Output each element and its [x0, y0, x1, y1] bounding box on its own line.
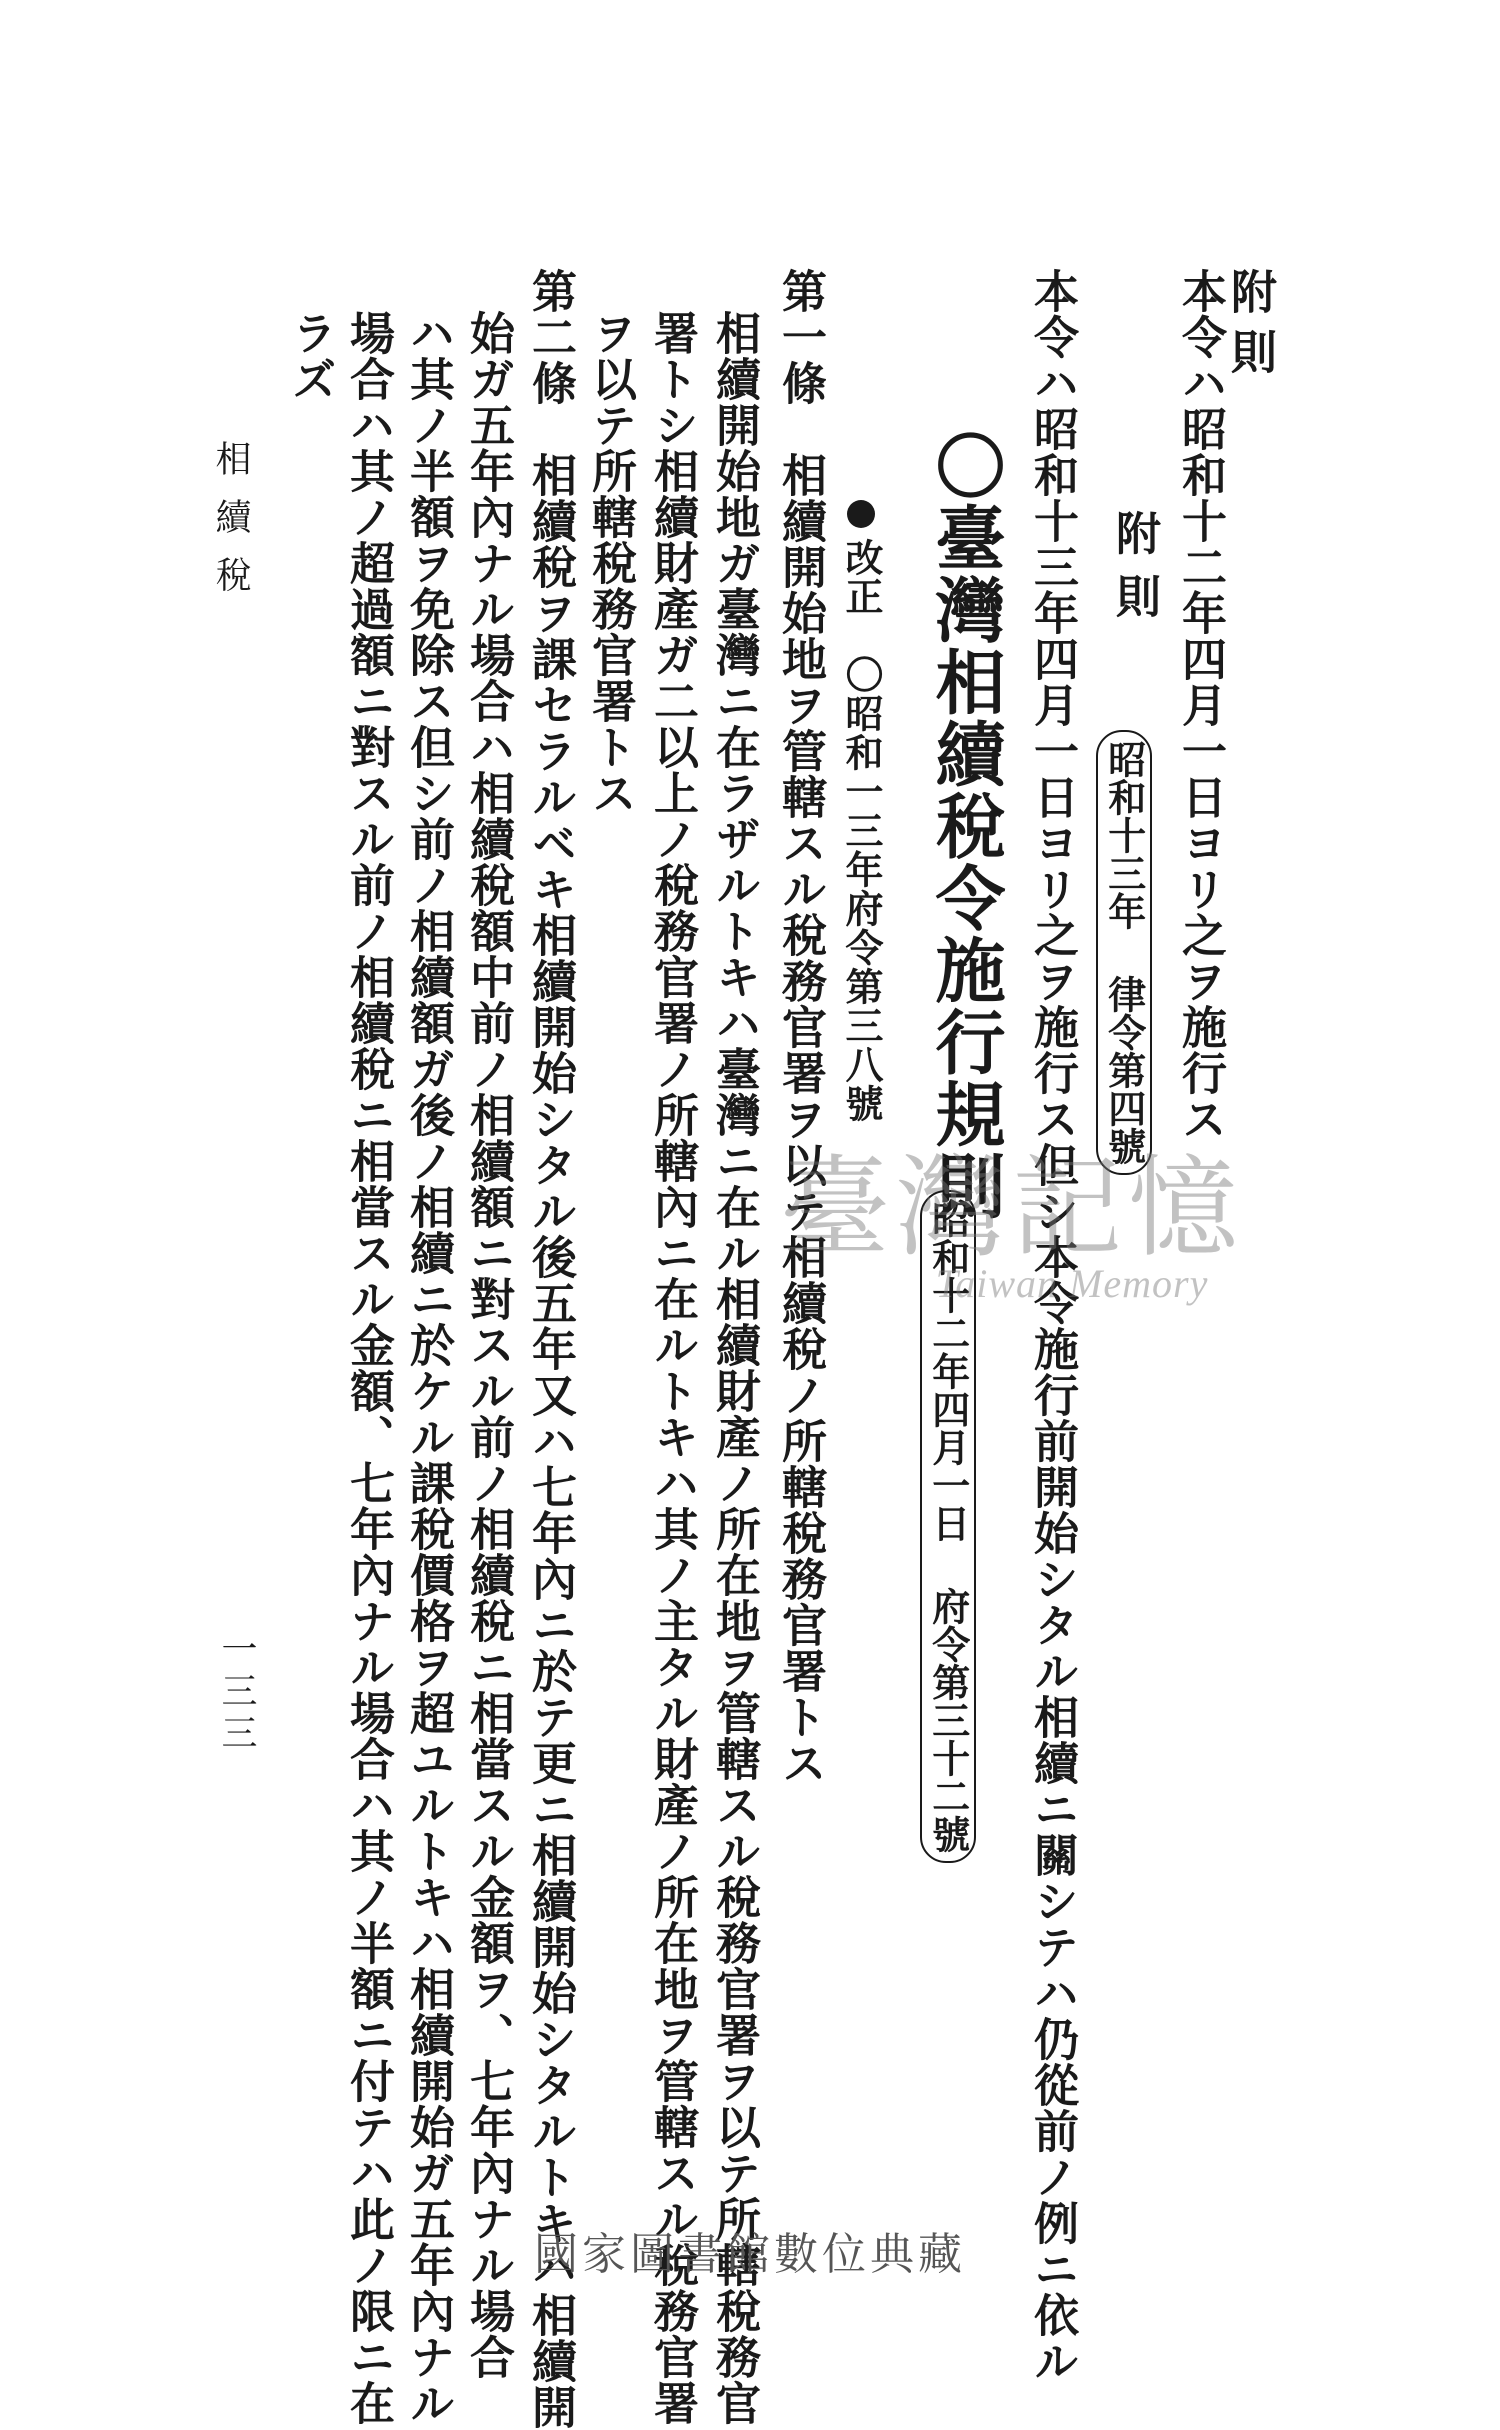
appendix2-note — [1096, 730, 1152, 1175]
appendix2-text: 本令ハ昭和十三年四月一日ヨリ之ヲ施行ス但シ本令施行前開始シタル相續ニ關シテハ仍從前ノ例ニ依ル — [1026, 268, 1079, 2384]
amendment-line — [839, 500, 884, 1123]
appendix2-heading: 附則 — [1108, 510, 1161, 636]
article2-line-1: 第二條 相續稅ヲ課セラルベキ相續開始シタル後五年又ハ七年內ニ於テ更ニ相續開始シタルトキハ相續開 — [524, 268, 577, 2430]
article1-line-2: 相續開始地ガ臺灣ニ在ラザルトキハ臺灣ニ在ル相續財產ノ所在地ヲ管轄スル稅務官署ヲ以テ所轄稅務官 — [708, 310, 761, 2426]
regulation-note-line2: 府令第三十二號 — [925, 1587, 971, 1853]
article1-line-1: 第一條 相續開始地ヲ管轄スル稅務官署ヲ以テ相續稅ノ所轄稅務官署トス — [774, 268, 827, 1786]
watermark-sub: Taiwan Memory — [935, 1261, 1209, 1306]
footer-archive-label: 國家圖書館數位典藏 — [534, 2229, 966, 2280]
running-head: 相續稅 — [210, 440, 251, 614]
page-number: 一三三 — [216, 1630, 257, 1756]
appendix2-note-line2: 律令第四號 — [1101, 975, 1147, 1165]
appendix1-text: 本令ハ昭和十二年四月一日ヨリ之ヲ施行ス — [1174, 268, 1227, 1142]
article1-line-4: ヲ以テ所轄稅務官署トス — [584, 310, 637, 816]
appendix2-note-line1: 昭和十三年 — [1101, 740, 1147, 930]
regulation-title: 〇臺灣相續稅令施行規則 — [924, 430, 1007, 1222]
watermark — [780, 1120, 1244, 1307]
article2-line-3: ハ其ノ半額ヲ免除ス但シ前ノ相續額ガ後ノ相續ニ於ケル課稅價格ヲ超ユルトキハ相續開始ガ五年內ナル — [402, 310, 455, 2426]
article2-line-4: 場合ハ其ノ超過額ニ對スル前ノ相續稅ニ相當スル金額、七年內ナル場合ハ其ノ半額ニ付テハ此ノ限ニ在 — [342, 310, 395, 2426]
amendment-text: 改正 〇昭和一三年府令第三八號 — [839, 538, 884, 1123]
appendix1-heading: 附則 — [1224, 268, 1278, 388]
watermark-main: 臺灣記憶 — [780, 1144, 1244, 1272]
regulation-note-line1: 昭和十二年四月一日 — [925, 1200, 971, 1542]
article2-line-2: 始ガ五年內ナル場合ハ相續稅額中前ノ相續額ニ對スル前ノ相續稅ニ相當スル金額ヲ、七年內ナル場合 — [462, 310, 515, 2380]
article2-line-5: ラズ — [284, 310, 337, 402]
bullet-icon — [847, 500, 875, 528]
article1-line-3: 署トシ相續財產ガ二以上ノ稅務官署ノ所轄內ニ在ルトキハ其ノ主タル財產ノ所在地ヲ管轄スル稅務官署 — [646, 310, 699, 2426]
